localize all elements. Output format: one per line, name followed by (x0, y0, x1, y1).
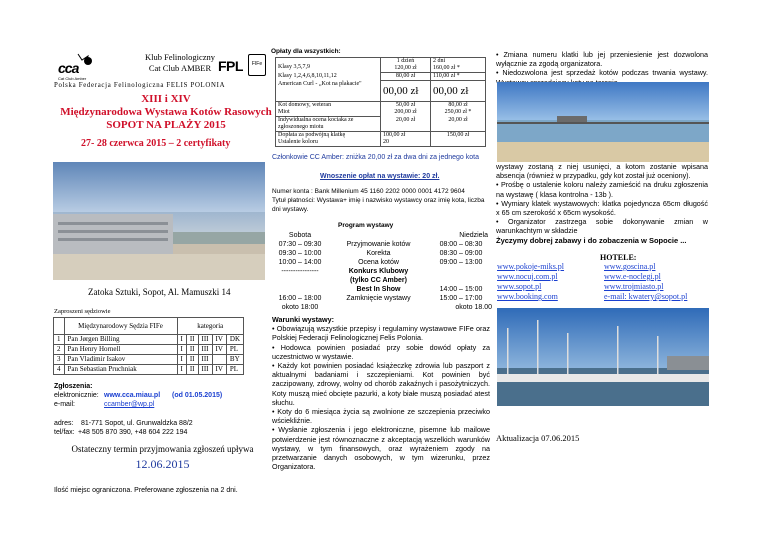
phone-value: +48 505 870 390, +48 604 222 194 (78, 429, 188, 436)
pay-note: Wnoszenie opłat na wystawie: 20 zł. (320, 173, 440, 180)
rule-item: • Niedozwolona jest sprzedaż kotów podczas trwania wystawy. (496, 68, 708, 78)
fee-2days-value: 80,00 zł (431, 102, 486, 110)
judge-cat: II (186, 355, 198, 365)
fees-heading: Opłaty dla wszystkich: (271, 48, 341, 55)
sun-time (430, 267, 492, 276)
rules-bottom (496, 162, 708, 236)
hotel-link[interactable]: e-mail: kwatery@sopot.pl (604, 292, 688, 301)
program-event: Ocena kotów (358, 259, 399, 266)
limit-note: Ilość miejsc ograniczona. Preferowane zgłoszenia na 2 dni. (54, 487, 238, 494)
judge-cat: III (198, 345, 212, 355)
judge-cat: IV (212, 335, 226, 345)
judge-cat: I (177, 355, 186, 365)
condition-item: • Wysłanie zgłoszenia i jego elektroniczne, pisemne lub mailowe potwierdzenie jest równoznaczne z akceptacją wszelkich warunków wystawy, w tym finansowych, oraz wyrażeniem zgody na przetwarzanie danych osobowych, w tym wizerunku, przez Organizatora. (272, 425, 490, 472)
sat-time: 09:30 – 10:00 (278, 250, 322, 257)
condition-item: • Każdy kot powinien posiadać książeczkę zdrowia lub paszport z aktualnymi badaniami i szczepieniami. Kot powinien być zaczipowany, zdrowy, wolny od chorób zakaźnych i pasożytniczych. Koty muszą mieć obcięte pazurki, a koty białe muszą posiadać atest słuchu. (272, 361, 490, 407)
hotel-link[interactable]: www.trojmiasto.pl (604, 282, 664, 291)
sat-time (270, 276, 330, 285)
judge-cat: III (198, 335, 212, 345)
fee-label: American Curl - „Kot na plakacie" (276, 81, 381, 102)
greeting: Życzymy dobrej zabawy i do zobaczenia w Sopocie ... (496, 236, 687, 245)
marina-photo (497, 308, 709, 406)
judge-number: 2 (54, 345, 65, 355)
logo-text: cca (58, 60, 79, 76)
club-line-2: Cat Club AMBER (148, 63, 212, 73)
fees-table (275, 57, 486, 147)
title-line-1: XIII i XIV (141, 93, 191, 105)
program-event: Przyjmowanie kotów (346, 241, 411, 248)
rule-item: • Prośbę o ustalenie koloru należy zamieścić na druku zgłoszenia na wystawę ( klasa kontrolna - 13b ). (496, 180, 708, 199)
logo-subtitle: Cat Club Amber (58, 76, 87, 81)
program-event: Konkurs Klubowy (348, 268, 409, 275)
fee-label: Indywidualna ocena kociaka ze zgłoszonego miotu (276, 117, 381, 132)
judge-country: BY (226, 355, 243, 365)
fee-2days-value: 150,00 zł (431, 132, 486, 140)
judges-caption: Zaproszeni sędziowie (54, 308, 111, 315)
saturday-heading: Sobota (288, 232, 312, 239)
judge-cat (212, 355, 226, 365)
program-event: Zamknięcie wystawy (346, 295, 411, 302)
sat-time: ---------------- (281, 268, 319, 275)
sunday-heading: Niedziela (459, 232, 488, 239)
hotel-link[interactable]: www.nocuj.com.pl (497, 272, 558, 281)
judge-cat: IV (212, 345, 226, 355)
judges-category-head: kategoria (177, 318, 244, 335)
judge-country: PL (226, 345, 243, 355)
hotels-heading: HOTELE: (600, 253, 637, 262)
judge-number: 3 (54, 355, 65, 365)
judge-cat: IV (212, 365, 226, 375)
fee-col-1day (381, 58, 431, 73)
judges-name-head: Międzynarodowy Sędzia FIFe (64, 318, 177, 335)
fife-logo-text: FIFe (251, 61, 263, 67)
program-saturday (270, 231, 330, 312)
conditions-block (272, 315, 490, 471)
photo-caption: Zatoka Sztuki, Sopot, Al. Mamuszki 14 (88, 287, 231, 297)
judges-number-head (54, 318, 65, 335)
table-row (54, 335, 244, 345)
program-heading: Program wystawy (338, 222, 394, 229)
condition-item: • Koty do 6 miesiąca życia są zwolnione ze szczepienia przeciwko wściekliźnie. (272, 407, 490, 426)
fee-label: Ustalenie koloru (276, 139, 381, 147)
rule-item: • Wymiary klatek wystawowych: klatka pojedyncza 65cm długość x 65 cm szerokość x 65cm wysokość. (496, 198, 708, 218)
entries-heading: Zgłoszenia: (54, 383, 93, 390)
fee-1day-value: 50,00 zł (381, 102, 431, 110)
fee-2days-value: 20,00 zł (431, 117, 486, 132)
judge-cat: II (186, 365, 198, 375)
club-line-1: Klub Felinologiczny (144, 52, 216, 62)
fee-label: Kot domowy, weteran (276, 102, 381, 110)
entries-block (54, 382, 269, 437)
title-line-2: Międzynarodowa Wystawa Kotów Rasowych (60, 106, 272, 118)
show-dates: 27- 28 czerwca 2015 – 2 certyfikaty (81, 138, 231, 149)
address-value: 81-771 Sopot, ul. Grunwaldzka 88/2 (81, 420, 193, 427)
fpl-logo (218, 58, 243, 74)
table-row (276, 132, 486, 140)
table-row (276, 102, 486, 110)
hotel-link[interactable]: www.pokoje-miks.pl (497, 262, 565, 271)
condition-item: • Obowiązują wszystkie przepisy i regulaminy wystawowe FIFe oraz Polskiej Federacji Felinologicznej Felis Polonia. (272, 324, 490, 343)
judge-cat: I (177, 365, 186, 375)
judge-name: Pan Vladimir Isakov (64, 355, 177, 365)
rule-item: • Organizator zastrzega sobie dokonywanie zmian w warunkachtym w składzie (496, 217, 708, 236)
rule-item: • Zmiana numeru klatki lub jej przeniesienie jest dozwolona wyłącznie za zgodą organizatora. (496, 50, 708, 69)
fee-1day-value: 200,00 zł (381, 109, 431, 117)
table-row (276, 139, 486, 147)
judge-name: Pan Sebastian Pruchniak (64, 365, 177, 375)
fee-2days-value: 160,00 zł * (433, 65, 460, 71)
hotels-right (604, 262, 687, 302)
electronic-note: (od 01.05.2015) (172, 392, 223, 399)
judge-number: 4 (54, 365, 65, 375)
judges-table (53, 317, 244, 375)
update-note: Aktualizacja 07.06.2015 (496, 433, 580, 443)
table-row (54, 345, 244, 355)
fee-2days-value: 250,00 zł * (431, 109, 486, 117)
deadline-text: Ostateczny termin przyjmowania zgłoszeń upływa (71, 444, 254, 454)
sun-time: 08:30 – 09:00 (439, 250, 483, 257)
program-events (336, 240, 421, 303)
pier-photo (497, 82, 709, 162)
sat-time: 07:30 – 09:30 (278, 241, 322, 248)
fee-label: Klasy 3,5,7,9 (276, 58, 381, 73)
fee-label: Dopłata za podwójną klatkę (276, 132, 381, 140)
entries-phone (54, 428, 269, 437)
table-row (54, 355, 244, 365)
fee-1day-head: 1 dzień (396, 58, 415, 64)
table-row (276, 109, 486, 117)
fee-label: Klasy 1,2,4,6,8,10,11,12 (276, 73, 381, 81)
fee-2days-value (431, 139, 486, 147)
sun-time: 08:00 – 08:30 (439, 241, 483, 248)
fee-1day-value: 120,00 zł (394, 65, 417, 71)
judge-name: Pan Henry Hornell (64, 345, 177, 355)
fee-label: Miot (276, 109, 381, 117)
sun-time: 09:00 – 13:00 (439, 259, 483, 266)
sat-time: 10:00 – 14:00 (278, 259, 322, 266)
conditions-heading: Warunki wystawy: (272, 315, 335, 324)
fee-2days-value: 00,00 zł (431, 81, 486, 102)
fee-1day-value: 100,00 zł (381, 132, 431, 140)
fpl-logo-text: FPL (218, 58, 243, 74)
judge-country: DK (226, 335, 243, 345)
sat-time: 16:00 – 18:00 (278, 295, 322, 302)
cca-logo (58, 52, 98, 82)
judge-cat: I (177, 345, 186, 355)
judge-cat: II (186, 345, 198, 355)
program-event: Best In Show (356, 286, 401, 293)
fee-2days-value: 110,00 zł * (431, 73, 486, 81)
bank-account: Numer konta : Bank Millenium 45 1160 2202 0000 0001 4172 9604 (272, 188, 465, 195)
judge-country: PL (226, 365, 243, 375)
electronic-link[interactable]: www.cca.miau.pl (104, 392, 161, 399)
table-row (276, 58, 486, 73)
email-link[interactable]: ccamber@wp.pl (104, 401, 155, 408)
electronic-label: elektronicznie: (54, 392, 99, 399)
federation-line: Polska Federacja Felinologiczna FELIS POLONIA (54, 82, 226, 89)
hotel-link[interactable]: www.sopot.pl (497, 282, 542, 291)
fee-col-2days (431, 58, 486, 73)
fee-1day-value: 20 (381, 139, 431, 147)
table-row (54, 365, 244, 375)
judge-cat: III (198, 355, 212, 365)
deadline-date: 12.06.2015 (135, 457, 190, 471)
table-row (276, 117, 486, 132)
fee-2days-head: 2 dni (433, 58, 446, 64)
judge-number: 1 (54, 335, 65, 345)
fee-1day-value: 00,00 zł (381, 81, 431, 102)
rule-item: wystawy zostaną z niej usunięci, a kotom zostanie wpisana absencja (również w przypadku, gdy kot został już oceniony). (496, 162, 708, 181)
title-line-3: SOPOT NA PLAŻY 2015 (106, 119, 226, 131)
phone-label: tel/fax: (54, 429, 75, 436)
program-sunday (430, 231, 492, 312)
sat-time: okoto 18:00 (281, 304, 319, 311)
payment-title: Tytuł płatności: Wystawa+ imię i nazwisko wystawcy oraz imię kota, liczba dni wystawy. (272, 197, 485, 213)
email-label: e-mail: (54, 401, 76, 408)
member-note: Członkowie CC Amber: zniżka 20,00 zł za dwa dni za jednego kota (272, 154, 479, 161)
hotel-link[interactable]: www.e-noclegi.pl (604, 272, 661, 281)
judge-cat: II (186, 335, 198, 345)
sun-time: 15:00 – 17:00 (439, 295, 483, 302)
judge-name: Pan Jørgen Billing (64, 335, 177, 345)
venue-photo (53, 162, 265, 280)
entries-electronic (54, 391, 269, 400)
hotel-link[interactable]: www.goscina.pl (604, 262, 656, 271)
program-event: Korekta (366, 250, 391, 257)
judge-cat: I (177, 335, 186, 345)
fee-1day-value: 80,00 zł (381, 73, 431, 81)
table-row (276, 81, 486, 102)
entries-email (54, 400, 269, 409)
entries-address (54, 419, 269, 428)
hotels-left (497, 262, 564, 302)
sun-time: okoto 18.00 (455, 304, 492, 311)
judges-header-row (54, 318, 244, 335)
fee-1day-value: 20,00 zł (381, 117, 431, 132)
show-title (60, 93, 272, 132)
address-label: adres: (54, 420, 74, 427)
judge-cat: III (198, 365, 212, 375)
table-row (276, 73, 486, 81)
fife-logo (248, 54, 266, 76)
sun-time: 14:00 – 15:00 (439, 286, 483, 293)
program-event: (tylko CC Amber) (350, 277, 407, 284)
condition-item: • Hodowca powinien posiadać przy sobie dowód opłaty za uczestnictwo w wystawie. (272, 342, 490, 361)
hotel-link[interactable]: www.booking.com (497, 292, 558, 301)
